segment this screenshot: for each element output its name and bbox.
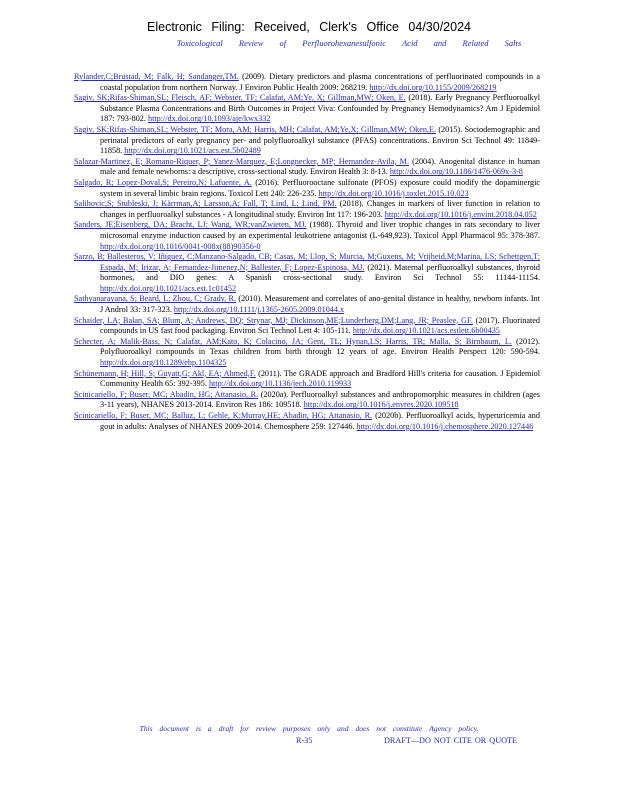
reference-entry (74, 72, 540, 93)
reference-doi-link[interactable]: http://dx.doi.org/10.1289/ehp.1104325 (100, 358, 227, 368)
reference-authors: Schünemann, H; Hill, S; Guyatt,G; Akl, EA; Ahmed,F. (74, 368, 256, 378)
reference-list (74, 72, 540, 432)
reference-doi-link[interactable]: http://dx.doi.org/10.1021/acs.estlett.6b00435 (352, 326, 500, 336)
reference-entry (74, 390, 540, 411)
reference-details: (2011). The GRADE approach and Bradford Hill's criteria for causation. J Epidemiol Community Health 65: 392-395. (100, 368, 540, 389)
reference-details: (2018). Early Pregnancy Perfluoroalkyl Substance Plasma Concentrations and Birth Outcomes in Project Viva: Confounded by Pregnancy Hemodynamics? Am J Epidemiol 187: 793-802. (100, 93, 540, 124)
reference-details: (2018). Changes in markers of liver function in relation to changes in perfluoroalkyl substances - A longitudinal study. Environ Int 117: 196-203. (100, 199, 540, 219)
document-subtitle: Toxicological Review of Perfluorohexanesulfonic Acid and Related Salts (176, 38, 522, 48)
reference-doi-link[interactable]: http://dx.doi.org/10.1136/jech.2010.119933 (208, 379, 352, 389)
reference-doi-link[interactable]: http://dx.doi.org/10.1093/aje/kwx332 (148, 114, 271, 124)
reference-entry (74, 337, 540, 369)
reference-entry (74, 294, 540, 315)
reference-doi-link[interactable]: http://dx.doi.org/10.1016/j.envres.2020.109518 (303, 400, 459, 410)
reference-authors: Salgado, R; Lopez-Doval,S; Pereiro,N; Lafuente, A. (74, 177, 252, 187)
reference-entry (74, 316, 540, 337)
reference-authors: Scinicariello, F; Buser, MC; Balluz, L; Gehle, K;Murray,HE; Abadin, HG; Attanasio, R. (74, 411, 373, 420)
reference-entry (74, 178, 540, 199)
page-number: R-35 (296, 736, 313, 745)
reference-doi-link[interactable]: http://dx.doi.org/10.1016/j.chemosphere.2020.127446 (356, 421, 534, 431)
reference-doi-link[interactable]: http://dx.doi.org/10.1111/j.1365-2605.2009.01044.x (173, 305, 345, 315)
reference-details: (2015). Sociodemographic and perinatal predictors of early pregnancy per- and polyfluoroalkyl substance (PFAS) concentrations. Environ Sci Technol 49: 11849-11858. (100, 124, 540, 156)
reference-authors: Sagiv, SK;Rifas-Shiman,SL; Fleisch, AF; Webster, TF; Calafat, AM;Ye, X; Gillman,MW; Oken, E. (74, 93, 406, 103)
reference-authors: Sathyanarayana, S; Beard, L; Zhou, C; Grady, R. (74, 294, 237, 304)
reference-authors: Scinicariello, F; Buser, MC; Abadin, HG; Attanasio, R. (74, 389, 259, 399)
reference-entry (74, 157, 540, 178)
reference-doi-link[interactable]: http://dx.doi.org/10.1186/1476-069x-3-8 (389, 167, 523, 177)
reference-entry (74, 93, 540, 125)
reference-authors: Salazar-Martinez, E; Romano-Riquer, P; Yanez-Marquez, E;Longnecker, MP; Hernandez-Avila, M. (74, 156, 409, 166)
reference-authors: Schaider, LA; Balan, SA; Blum, A; Andrews, DQ; Strynar, MJ; Dickinson,ME;Lunderberg,DM;Lang, JR; Peaslee, GF. (74, 315, 473, 325)
reference-details: (2017). Fluorinated compounds in US fast food packaging. Environ Sci Technol Lett 4: 105-111. (100, 315, 541, 336)
reference-entry (74, 220, 540, 252)
reference-details: (2012). Polyfluoroalkyl compounds in Texas children from birth through 12 years of age. Environ Health Perspect 120: 590-594. (100, 336, 541, 357)
reference-details: (1988). Thyroid and liver trophic changes in rats secondary to liver microsomal enzyme induction caused by an experimental leukotriene antagonist (L-649,923). Toxicol Appl Pharmacol 95: 378-387. (100, 220, 540, 240)
reference-details: (2009). Dietary predictors and plasma concentrations of perfluorinated compounds in a coastal population from northern Norway. J Environ Public Health 2009: 268219. (100, 72, 540, 92)
reference-entry (74, 252, 540, 294)
reference-authors: Schecter, A; Malik-Bass, N; Calafat, AM;Kato, K; Colacino, JA; Gent, TL; Hynan,LS; Harris, TR; Malla, S; Birnbaum, L. (74, 336, 512, 346)
reference-entry (74, 411, 540, 432)
reference-doi-link[interactable]: http://dx.doi.org/10.1016/j.toxlet.2015.10.023 (318, 188, 469, 198)
reference-doi-link[interactable]: http://dx.doi.org/10.1016/0041-008x(88)90356-0 (100, 241, 261, 251)
draft-status: DRAFT—DO NOT CITE OR QUOTE (384, 736, 518, 745)
reference-details: (2010). Measurement and correlates of ano-genital distance in healthy, newborn infants. Int J Androl 33: 317-323. (100, 294, 541, 315)
reference-details: (2016). Perfluorooctane sulfonate (PFOS) exposure could modify the dopaminergic system in several limbic brain regions. Toxicol Lett 240: 226-235. (100, 177, 540, 198)
reference-authors: Sarzo, B; Ballesteros, V; Iñiguez, C;Manzano-Salgado, CB; Casas, M; Llop, S; Murcia, M;Guxens, M; Vrijheid,M;Marina, LS; Schettgen,T; Espada, M; Irizar, A; Fernandez-Jimenez,N; Ballester, F; Lopez-Espinosa, MJ. (74, 252, 540, 272)
reference-doi-link[interactable]: http://dx.doi.org/10.1021/acs.est.1c01452 (100, 283, 237, 293)
reference-entry (74, 199, 540, 220)
reference-details: (2020b). Perfluoroalkyl acids, hyperuricemia and gout in adults: Analyses of NHANES 2009-2014. Chemosphere 259: 127446. (100, 411, 540, 431)
reference-authors: Rylander,C;Brustad, M; Falk, H; Sandanger,TM. (74, 72, 239, 81)
reference-authors: Sanders, JE;Eisenberg, DA; Bracht, LJ; Wang, WR;vanZwieten, MJ. (74, 220, 307, 230)
reference-entry (74, 125, 540, 157)
draft-disclaimer: This document is a draft for review purposes only and does not constitute Agency policy. (139, 724, 479, 733)
reference-doi-link[interactable]: http://dx.doi.org/10.1021/acs.est.5b02489 (124, 146, 261, 156)
reference-details: (2021). Maternal perfluoroalkyl substances, thyroid hormones, and DIO genes: A Spanish cross-sectional study. Environ Sci Technol 55: 11144-11154. (100, 262, 540, 283)
reference-authors: Salihovic,S; Stubleski, J; Kärrman,A; Larsson,A; Fall, T; Lind, L; Lind, PM. (74, 199, 337, 209)
filing-stamp: Electronic Filing: Received, Clerk's Office 04/30/2024 (147, 20, 471, 34)
reference-doi-link[interactable]: http://dx.doi.org/10.1155/2009/268219 (369, 82, 497, 92)
reference-entry (74, 369, 540, 390)
reference-details: (2004). Anogenital distance in human male and female newborns: a descriptive, cross-sectional study. Environ Health 3: 8-13. (100, 156, 541, 177)
reference-details: (2020a). Perfluoroalkyl substances and anthropomorphic measures in children (ages 3-11 years), NHANES 2013-2014. Environ Res 186: 109518. (100, 389, 540, 410)
reference-doi-link[interactable]: http://dx.doi.org/10.1016/j.envint.2018.04.052 (384, 209, 537, 219)
reference-authors: Sagiv, SK;Rifas-Shiman,SL; Webster, TF; Mora, AM; Harris, MH; Calafat, AM;Ye,X; Gillman,MW; Oken,E. (74, 124, 437, 134)
